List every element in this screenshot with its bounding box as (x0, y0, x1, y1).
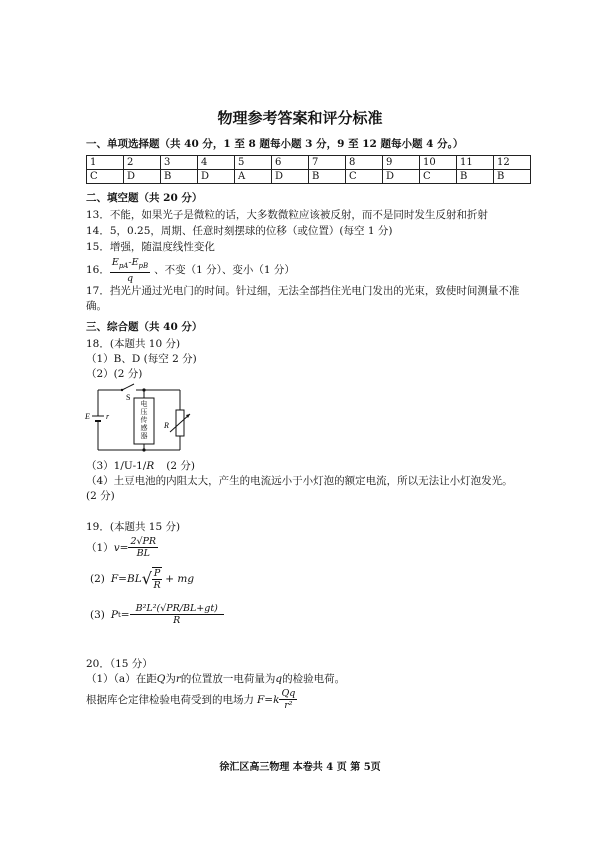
answer-cell: C (346, 170, 383, 184)
q18-part4-line2: (2 分) (86, 490, 115, 502)
switch-pivot (121, 389, 123, 391)
junction-bottom (142, 448, 145, 451)
question-number-cell: 12 (494, 156, 531, 170)
answer-cell: D (272, 170, 309, 184)
question-number-cell: 7 (309, 156, 346, 170)
q16-numerator: $E_{pA}-E_{pB}$ (110, 257, 150, 273)
rheostat-arrow (170, 414, 190, 432)
q16-answer (86, 257, 295, 284)
rheostat-label: R (164, 421, 169, 430)
answer-cell: D (198, 170, 235, 184)
answer-table (86, 155, 531, 184)
q16-fraction (110, 257, 150, 284)
section3-heading: 三、综合题（共 40 分） (86, 321, 203, 333)
question-number-cell: 5 (235, 156, 272, 170)
internal-resistance-label: r (106, 412, 110, 421)
question-number-cell: 1 (87, 156, 124, 170)
q19-title: 19．(本题共 15 分) (86, 521, 181, 533)
q19-part2: (2) F = BL √ $\frac{P}{R}$ + mg (90, 568, 195, 591)
section2-heading: 二、填空题（共 20 分） (86, 192, 203, 204)
junction-top (142, 388, 145, 391)
question-number-cell: 6 (272, 156, 309, 170)
q18-part4-line1: （4）土豆电池的内阻太大，产生的电流远小于小灯泡的额定电流，所以无法让小灯泡发光。 (86, 475, 513, 487)
question-number-cell: 2 (124, 156, 161, 170)
answer-cell: B (161, 170, 198, 184)
q20-part1: （1）（a）在距Q为r的位置放一电荷量为q的检验电荷。 (86, 673, 346, 685)
q20-part2: 根据库仑定律检验电荷受到的电场力 F = k $\frac{Qq}{\text{r²}}$ (86, 688, 296, 711)
q16-rest: 、不变（1 分）、变小（1 分） (154, 264, 295, 277)
q18-part3: （3）1/U-1/R (2 分) (86, 460, 195, 472)
answer-table-answers-row (87, 170, 531, 184)
answer-table-numbers-row (87, 156, 531, 170)
answer-cell: D (383, 170, 420, 184)
q18-part1: （1）B、D (每空 2 分) (86, 353, 197, 365)
answer-cell: B (309, 170, 346, 184)
sensor-label: 电压传感器 (140, 400, 148, 440)
answer-cell: C (87, 170, 124, 184)
switch-label: S (126, 393, 131, 402)
q16-prefix: 16． (86, 264, 110, 277)
q15-answer: 15．增强，随温度线性变化 (86, 241, 215, 253)
q20-title: 20．（15 分） (86, 658, 153, 670)
question-number-cell: 4 (198, 156, 235, 170)
q20-coulomb-fraction: $\frac{Qq}{\text{r²}}$ (281, 688, 296, 711)
switch-blade (122, 384, 134, 390)
q19-part3: (3) P t = $\frac{\text{B²L²(√PR/BL+gt)}}{R}$ (90, 603, 224, 626)
emf-label: E (85, 412, 90, 421)
q13-answer: 13．不能，如果光子是微粒的话，大多数微粒应该被反射，而不是同时发生反射和折射 (86, 209, 488, 221)
circuit-diagram (84, 380, 194, 460)
q19-part1: （1） v = $\frac{2√PR}{BL}$ (86, 536, 157, 559)
question-number-cell: 9 (383, 156, 420, 170)
question-number-cell: 10 (420, 156, 457, 170)
q19-part2-fraction: $\frac{P}{R}$ (153, 568, 161, 591)
q18-part2: （2）(2 分) (86, 368, 143, 380)
page-footer: 徐汇区高三物理 本卷共 4 页 第 5页 (219, 762, 381, 773)
sensor-label-wrap (137, 400, 151, 444)
answer-cell: B (494, 170, 531, 184)
question-number-cell: 8 (346, 156, 383, 170)
answer-cell: D (124, 170, 161, 184)
q14-answer: 14．5，0.25，周期、任意时刻摆球的位移（或位置）(每空 1 分) (86, 225, 393, 237)
question-number-cell: 3 (161, 156, 198, 170)
page-title: 物理参考答案和评分标准 (217, 109, 383, 127)
section1-heading: 一、单项选择题（共 40 分，1 至 8 题每小题 3 分，9 至 12 题每小题 4 分。） (86, 138, 464, 150)
q16-denominator: q (126, 272, 134, 284)
q19-part3-fraction: $\frac{\text{B²L²(√PR/BL+gt)}}{R}$ (130, 603, 224, 626)
answer-cell: C (420, 170, 457, 184)
q17-line1: 17．挡光片通过光电门的时间。针过细，无法全部挡住光电门发出的光束，致使时间测量不准 (86, 285, 520, 297)
answer-cell: A (235, 170, 272, 184)
q17-line2: 确。 (86, 300, 107, 312)
question-number-cell: 11 (457, 156, 494, 170)
q19-part1-fraction: $\frac{2√PR}{BL}$ (130, 536, 157, 559)
q18-title: 18．(本题共 10 分) (86, 338, 181, 350)
answer-cell: B (457, 170, 494, 184)
